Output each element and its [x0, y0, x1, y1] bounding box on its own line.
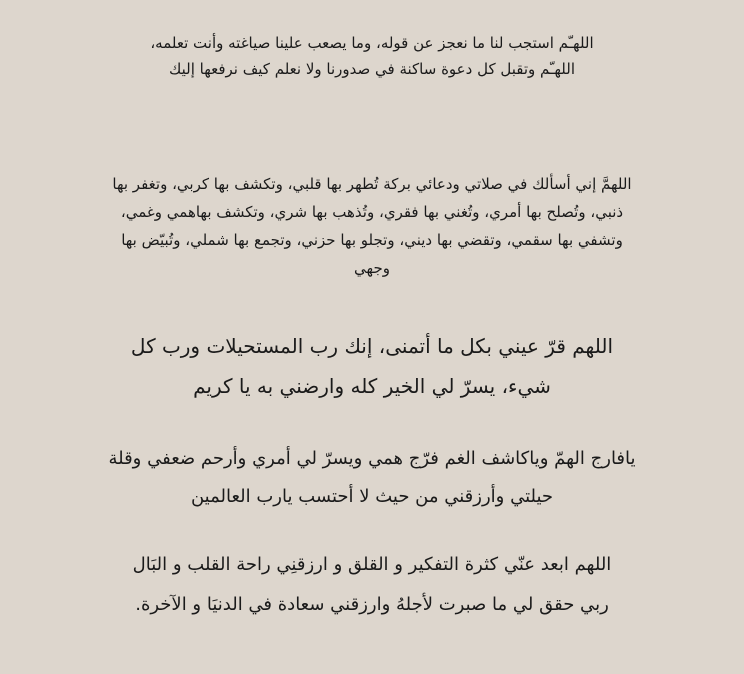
- dua-paragraph-3: [22, 326, 722, 406]
- dua-2-line-3: وتشفي بها سقمي، وتقضي بها ديني، وتجلو بها حزني، وتجمع بها شملي، وتُبيّض بها: [121, 231, 623, 249]
- dua-2-line-4: وجهي: [354, 259, 390, 277]
- dua-1-line-2: اللهـّم وتقبل كل دعوة ساكنة في صدورنا ولا نعلم كيف نرفعها إليك: [168, 60, 576, 78]
- dua-2-line-1: اللهمَّ إني أسألك في صلاتي ودعائي بركة تُطهر بها قلبي، وتكشف بها كربي، وتغفر بها: [112, 175, 632, 193]
- dua-5-line-1: اللهم ابعد عنّي كثرة التفكير و القلق و ارزقنِي راحة القلب و البَال: [132, 554, 612, 575]
- dua-4-line-1: يافارج الهمّ وياكاشف الغم فرّج همي ويسرّ لي أمري وأرحم ضعفي وقلة: [108, 448, 636, 469]
- dua-3-line-1: اللهم قرّ عيني بكل ما أتمنى، إنك رب المستحيلات ورب كل: [130, 334, 614, 358]
- dua-4-line-2: حيلتي وأرزقني من حيث لا أحتسب يارب العالمين: [190, 486, 554, 507]
- dua-5-line-2: ربي حقق لي ما صبرت لأجلهُ وارزقني سعادة في الدنيَا و الآخرة.: [135, 594, 609, 615]
- dua-1-line-1: اللهـّم استجب لنا ما نعجز عن قوله، وما يصعب علينا صياغته وأنت تعلمه،: [150, 34, 594, 52]
- dua-paragraph-2: [22, 170, 722, 282]
- dua-2-line-2: ذنبي، وتُصلح بها أمري، وتُغني بها فقري، وتُذهب بها شري، وتكشف بهاهمي وغمي،: [120, 203, 624, 221]
- dua-paragraph-1: [22, 30, 722, 82]
- dua-paragraph-5: [22, 545, 722, 625]
- dua-3-line-2: شيء، يسرّ لي الخير كله وارضني به يا كريم: [193, 374, 551, 398]
- dua-paragraph-4: [22, 440, 722, 516]
